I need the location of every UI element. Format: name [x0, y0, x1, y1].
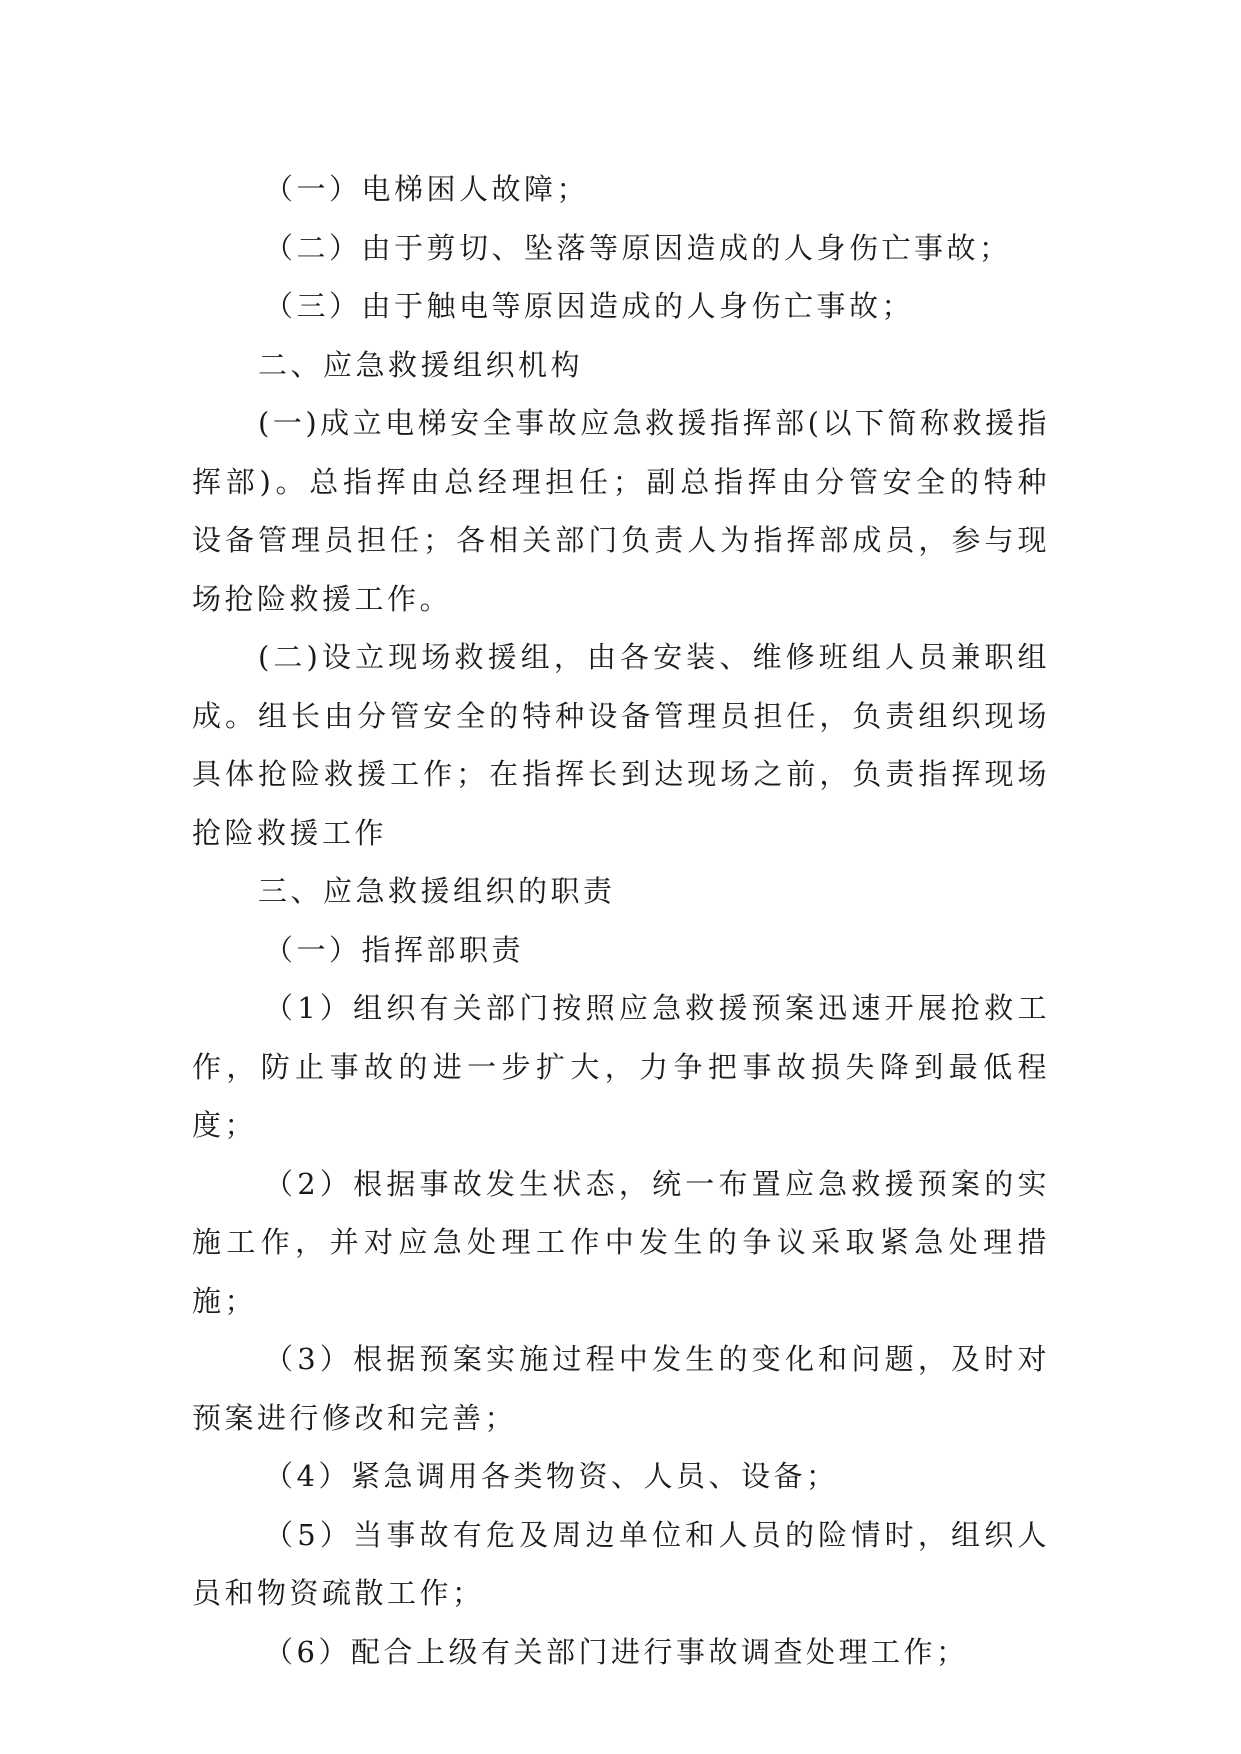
duty-item-2: （2）根据事故发生状态，统一布置应急救援预案的实施工作，并对应急处理工作中发生的争议采取紧急处理措施；	[192, 1166, 1050, 1318]
duty-item-6: （6）配合上级有关部门进行事故调查处理工作；	[264, 1634, 969, 1669]
duty-item-4: （4）紧急调用各类物资、人员、设备；	[264, 1459, 839, 1493]
paragraph-rescue-team: (二)设立现场救援组，由各安装、维修班组人员兼职组成。组长由分管安全的特种设备管理员担任，负责组织现场具体抢险救援工作；在指挥长到达现场之前，负责指挥现场抢险救援工作	[192, 640, 1050, 850]
document-body	[192, 160, 1050, 1681]
duty-item-1: （1）组织有关部门按照应急救援预案迅速开展抢救工作，防止事故的进一步扩大，力争把事故损失降到最低程度；	[192, 991, 1050, 1142]
section-heading-duties: 三、应急救援组织的职责	[258, 874, 616, 908]
subheading-command-duties: （一）指挥部职责	[264, 932, 525, 967]
duty-item-3: （3）根据预案实施过程中发生的变化和问题，及时对预案进行修改和完善；	[192, 1342, 1050, 1435]
section-heading-organization: 二、应急救援组织机构	[258, 347, 584, 382]
paragraph-fault-shear-fall: （二）由于剪切、坠落等原因造成的人身伤亡事故；	[264, 230, 1012, 265]
paragraph-fault-elevator-trapped: （一）电梯困人故障；	[264, 172, 590, 206]
paragraph-command-center: (一)成立电梯安全事故应急救援指挥部(以下简称救援指挥部)。总指挥由总经理担任；副总指挥由分管安全的特种设备管理员担任；各相关部门负责人为指挥部成员，参与现场抢险救援工作。	[192, 406, 1050, 616]
paragraph-fault-electric-shock: （三）由于触电等原因造成的人身伤亡事故；	[264, 289, 915, 323]
duty-item-5: （5）当事故有危及周边单位和人员的险情时，组织人员和物资疏散工作；	[192, 1517, 1050, 1610]
